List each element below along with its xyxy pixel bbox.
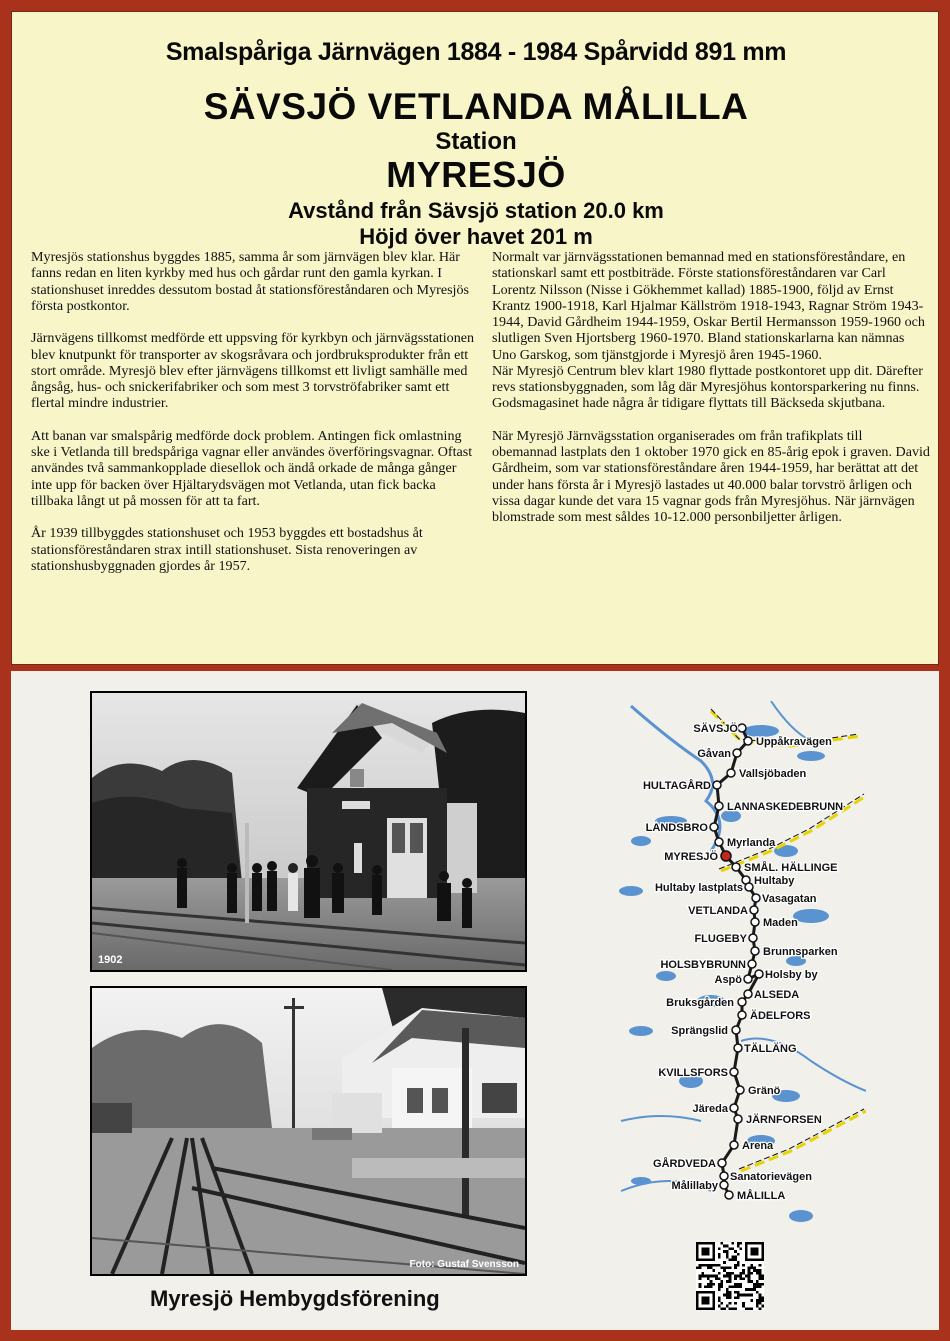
station-label: JÄRNFORSEN — [746, 1114, 822, 1126]
station-marker — [755, 970, 763, 978]
station-marker — [744, 737, 752, 745]
station-label: Arena — [742, 1140, 774, 1152]
station-marker — [744, 975, 752, 983]
station-label: HULTAGÅRD — [642, 780, 711, 792]
station-label: Uppåkravägen — [756, 736, 832, 748]
station-marker — [752, 894, 760, 902]
station-label: Hultaby — [754, 875, 795, 887]
station-marker — [751, 947, 759, 955]
paragraph: Att banan var smalspårig medförde dock problem. Antingen fick omlastning ske i Vetlanda till bredspåriga vagnar eller användes överföringsvagnar. Oftast användes två sammankopplade diesellok och ändå orkade de många gånger inte upp för backen över Hjältarydsvägen mot Vetlanda, utan fick backa tillbaka långt ut på mossen för att ta fart. — [31, 427, 473, 509]
station-marker — [744, 990, 752, 998]
station-marker — [713, 781, 721, 789]
station-label: LANNASKEDEBRUNN — [727, 801, 844, 813]
station-marker — [730, 1141, 738, 1149]
station-marker — [725, 1191, 733, 1199]
station-label: Station — [435, 128, 517, 155]
info-panel — [11, 11, 939, 665]
station-label: HOLSBYBRUNN — [660, 959, 746, 971]
paragraph: Normalt var järnvägsstationen bemannad med en stationsföreståndare, en stationskarl samt ett postbiträde. Förste stationsföreståndaren var Carl Lorentz Nilsson (Nisse i Gökhemmet kallad) 1885-1900, följd av Ernst Krantz 1900-1918, Karl Hjalmar Källström 1918-1943, Ragnar Ström 1943-1944, David Gårdheim 1944-1959, Oskar Bertil Hermansson 1959-1960 och slutligen Sven Hjortsberg 1960-1970. Bland stationskarlarna kan nämnas Uno Garskog, som tjänstgjorde i Myresjö åren 1945-1960. — [492, 249, 925, 363]
altitude-info: Höjd över havet 201 m — [359, 224, 593, 249]
station-label: SMÅL. HÄLLINGE — [744, 862, 838, 874]
map-station-labels — [643, 722, 843, 1202]
photo-credit-caption: Foto: Gustaf Svensson — [409, 1259, 519, 1270]
station-marker — [730, 1104, 738, 1112]
station-marker — [745, 883, 753, 891]
station-label: Sanatorievägen — [730, 1171, 812, 1183]
station-label: Järeda — [692, 1103, 728, 1115]
station-marker — [732, 1026, 740, 1034]
station-label: Holsby by — [765, 969, 818, 981]
station-label: SÄVSJÖ — [693, 723, 738, 735]
paragraph: När Myresjö Centrum blev klart 1980 flyttade postkontoret upp dit. Därefter revs stationsbyggnaden, som låg där Myresjöhus kontorsparkering nu finns. Godsmagasinet hade några år tidigare flyttats till Bäckseda skjutbana. — [492, 362, 923, 412]
station-label: ÄDELFORS — [750, 1010, 811, 1022]
station-label: GÅRDVEDA — [653, 1158, 716, 1170]
station-label: MÅLILLA — [737, 1190, 786, 1202]
station-label: ALSEDA — [754, 989, 800, 1001]
station-label: KVILLSFORS — [658, 1067, 728, 1079]
route-title: SÄVSJÖ VETLANDA MÅLILLA — [203, 86, 749, 127]
paragraph: År 1939 tillbyggdes stationshuset och 1953 byggdes ett bostadshus åt stationsföreståndaren strax intill stationshuset. Sista renoveringen av stationshusbyggnaden gjordes år 1957. — [31, 525, 423, 574]
text-column-right — [492, 249, 930, 542]
station-name: MYRESJÖ — [386, 154, 566, 195]
photo-year-caption: 1902 — [98, 954, 123, 966]
photo-station-later — [90, 986, 527, 1276]
station-label: Målillaby — [671, 1180, 718, 1192]
station-label: Gåvan — [697, 748, 731, 760]
station-label: Vallsjöbaden — [739, 768, 807, 780]
paragraph: Järnvägens tillkomst medförde ett uppsving för kyrkbyn och järnvägsstationen blev knutpunkt för transporter av skogsråvara och jordbruksprodukter från ett stort område. Myresjö blev efter järnvägens tillkomst ett livligt samhälle med ångsåg, hus- och snickerifabriker och som mest 3 torvströfabriker samt ett flertal mindre industrier. — [31, 330, 475, 412]
station-marker — [734, 1115, 742, 1123]
station-marker — [710, 823, 718, 831]
station-marker — [734, 1044, 742, 1052]
station-label: Maden — [763, 917, 798, 929]
station-marker — [720, 1181, 728, 1189]
station-label: Hultaby lastplats — [654, 882, 743, 894]
station-marker — [732, 863, 740, 871]
station-label: MYRESJÖ — [664, 851, 718, 863]
station-label: Vasagatan — [762, 893, 817, 905]
qr-code[interactable] — [696, 1242, 764, 1310]
station-marker — [750, 906, 758, 914]
station-marker — [751, 918, 759, 926]
station-marker — [715, 838, 723, 846]
photo-map-panel — [11, 671, 939, 1330]
station-label: Bruksgården — [666, 997, 734, 1009]
station-label: VETLANDA — [688, 905, 748, 917]
society-name: Myresjö Hembygdsförening — [150, 1286, 440, 1311]
station-marker — [730, 1068, 738, 1076]
subtitle-railway: Smalspåriga Järnvägen 1884 - 1984 Spårvidd 891 mm — [165, 38, 787, 66]
station-label: Gränö — [748, 1085, 781, 1097]
station-marker — [718, 1159, 726, 1167]
station-marker — [738, 724, 746, 732]
station-label: Sprängslid — [671, 1025, 728, 1037]
station-marker — [736, 1086, 744, 1094]
station-marker — [738, 1011, 746, 1019]
text-column-left — [31, 249, 477, 590]
distance-info: Avstånd från Sävsjö station 20.0 km — [288, 198, 664, 223]
station-marker — [749, 934, 757, 942]
station-marker — [727, 769, 735, 777]
station-label: Myrlanda — [727, 837, 776, 849]
station-marker — [748, 960, 756, 968]
photo-station-1902 — [90, 691, 527, 972]
station-marker — [720, 1172, 728, 1180]
paragraph: Myresjös stationshus byggdes 1885, samma år som järnvägen blev klar. Här fanns redan en liten kyrkby med hus och gårdar runt den gamla kyrkan. I stationshuset inreddes dessutom bostad åt stationsföreståndaren och Myresjös första postkontor. — [31, 249, 470, 314]
station-label: TÄLLÄNG — [744, 1043, 797, 1055]
station-label: Aspö — [714, 974, 742, 986]
railway-route-map — [611, 701, 866, 1226]
station-label: LANDSBRO — [645, 822, 708, 834]
paragraph: När Myresjö Järnvägsstation organiserades om från trafikplats till obemannad lastplats den 1 oktober 1970 gick en 85-årig epok i graven. David Gårdheim, som var stationsföreståndare åren 1944-1959, har berättat att det under hans första år i Myresjö lastades ut 40.000 balar torvströ årligen och vissa dagar kunde det vara 15 vagnar gods från Myresjöhus. När järnvägen blomstrade som mest såldes 10-12.000 personbiljetter årligen. — [492, 427, 930, 525]
station-label: Brunnsparken — [763, 946, 838, 958]
station-label: FLUGEBY — [694, 933, 747, 945]
station-marker — [715, 802, 723, 810]
station-marker — [721, 851, 731, 861]
station-marker — [738, 998, 746, 1006]
station-marker — [733, 749, 741, 757]
